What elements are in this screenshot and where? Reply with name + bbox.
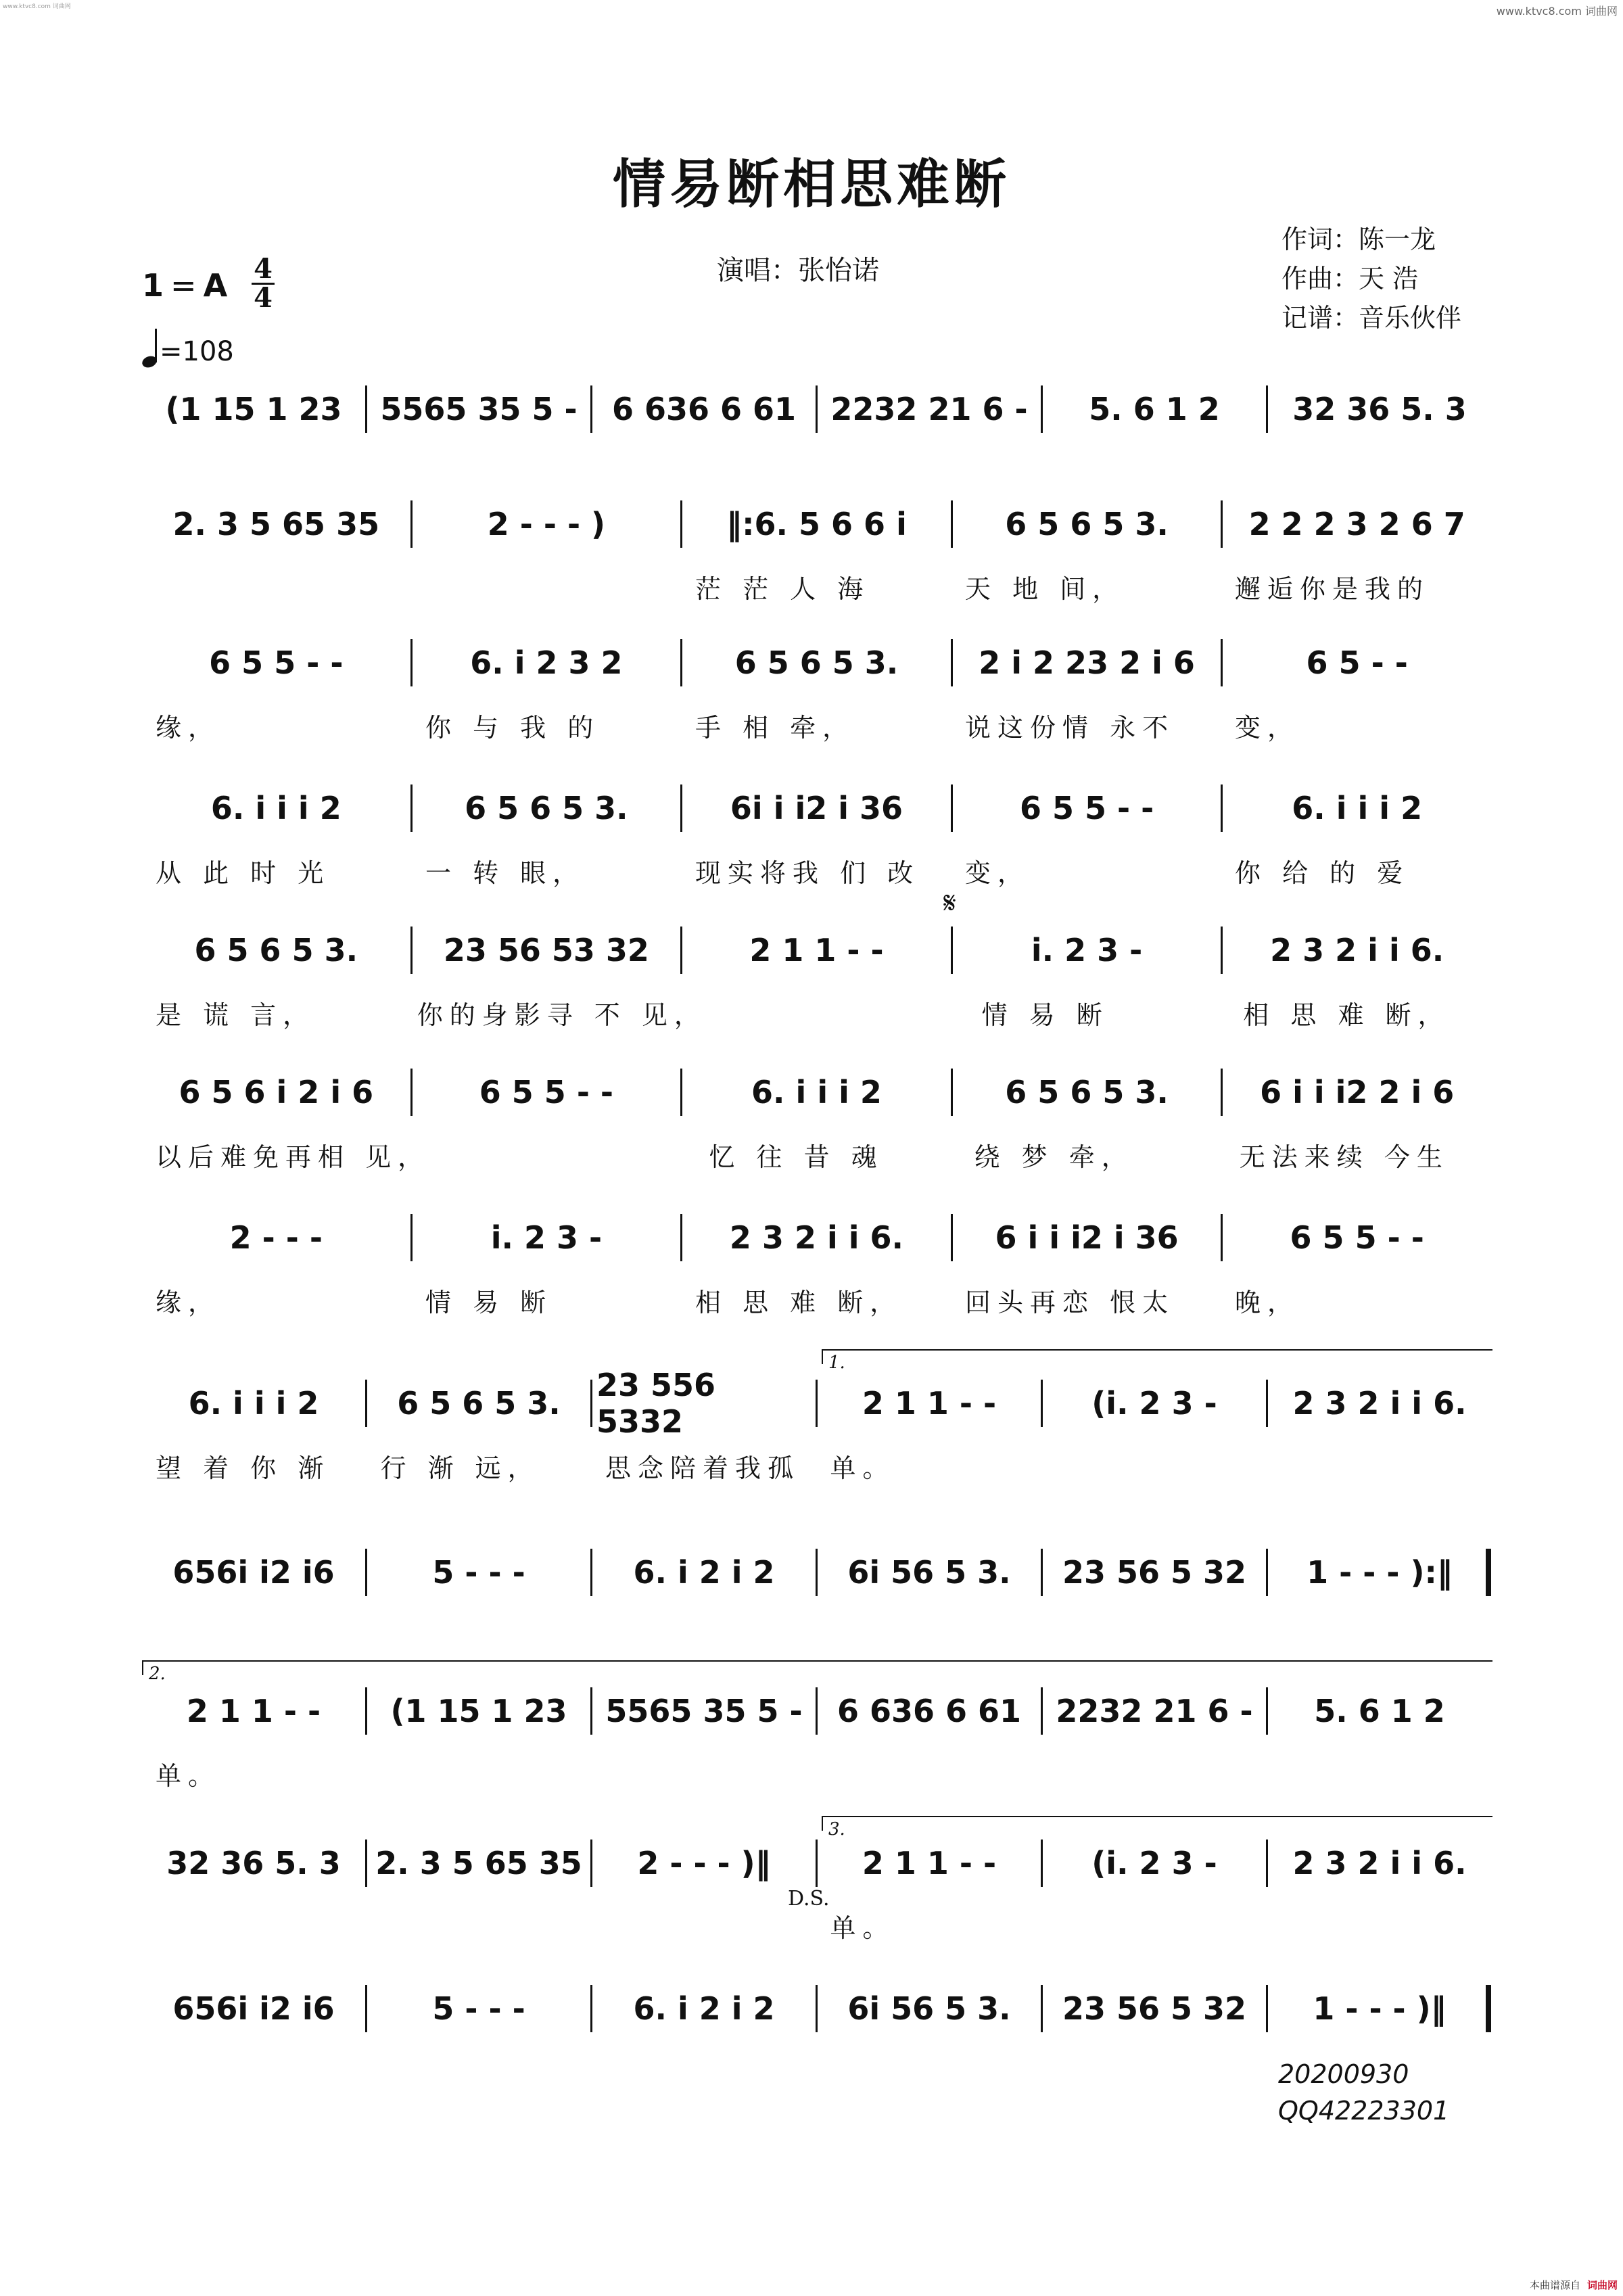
measure: 2 3 2 i i 6. (1270, 932, 1444, 968)
lyric-segment (1041, 1907, 1267, 1948)
ending-2-label: 2. (149, 1664, 166, 1684)
ending-1-bracket (822, 1349, 1492, 1364)
measure: 6 5 5 - - (413, 1069, 683, 1116)
notes-row (142, 639, 1491, 686)
lyric-segment: 变， (965, 858, 1031, 888)
lyric-segment: 忆 往 昔 魂 (709, 1142, 884, 1172)
lyric-segment (1267, 1616, 1492, 1657)
measure: 23 56 5 32 (1043, 1549, 1268, 1596)
notes-row (142, 385, 1491, 433)
lyric-segment: 天 地 间， (965, 574, 1125, 604)
key-signature (142, 267, 227, 304)
lyric-segment (592, 2053, 817, 2093)
measure: 23 56 5 32 (1043, 1985, 1268, 2032)
measure: 6 i i i2 i 36 (953, 1214, 1223, 1261)
measure: 6 636 6 61 (592, 385, 818, 433)
score-system (142, 1687, 1491, 1816)
lyric-segment (1267, 1755, 1492, 1796)
notes-row (142, 784, 1491, 832)
lyric-segment: 单。 (156, 1761, 221, 1791)
measure: 23 56 53 32 (413, 927, 683, 974)
lyric-segment: 缘， (156, 1288, 221, 1317)
measure: 6 5 5 - - (142, 639, 413, 686)
measure: 5 - - - (367, 1985, 592, 2032)
corner-watermark-right: www.ktvc8.com 词曲网 (1496, 5, 1618, 18)
notes-row (142, 1214, 1491, 1261)
measure: 5565 35 5 - (592, 1687, 818, 1735)
measure: (i. 2 3 - (1043, 1380, 1268, 1427)
measure: 6. i i i 2 (682, 1069, 953, 1116)
lyric-segment: 回头再恋 恨太 (965, 1288, 1175, 1317)
quarter-note-icon (142, 328, 157, 367)
lyric-segment (1041, 1447, 1267, 1488)
composer-credit: 作曲：天 浩 (1281, 264, 1419, 294)
measure: 5. 6 1 2 (1314, 1693, 1445, 1729)
footer-date: 20200930 (1278, 2059, 1409, 2089)
score-system (142, 639, 1491, 768)
footer-qq: QQ42223301 (1278, 2096, 1450, 2126)
lyric-segment (817, 2053, 1042, 2093)
song-title: 情易断相思难断 (612, 154, 1010, 215)
lyric-segment: 缘， (156, 713, 221, 743)
lyrics-row (142, 453, 1491, 494)
lyric-segment: 单。 (830, 1453, 895, 1483)
measure: 6 636 6 61 (818, 1687, 1043, 1735)
measure: 2 2 2 3 2 6 7 (1248, 506, 1465, 542)
footer-info (1278, 2056, 1449, 2129)
meter-top: 4 (254, 253, 273, 285)
score-system (142, 927, 1491, 1055)
measure: 6. i i i 2 (142, 1380, 367, 1427)
score-system (142, 1069, 1491, 1197)
lyric-segment: 你 与 我 的 (425, 713, 601, 743)
notes-row (142, 1069, 1491, 1116)
lyric-segment: 邂逅你是我的 (1235, 574, 1430, 604)
measure: 2 1 1 - - (682, 927, 953, 974)
lyrics-row (142, 707, 1491, 747)
measure: 6 5 6 5 3. (682, 639, 953, 686)
lyric-segment (367, 1907, 592, 1948)
measure: 6 5 6 5 3. (953, 1069, 1223, 1116)
meter-bottom: 4 (254, 282, 273, 314)
measure: 6 5 6 5 3. (142, 927, 413, 974)
notes-row (142, 927, 1491, 974)
score-system (142, 385, 1491, 514)
measure: 2. 3 5 65 35 (142, 500, 413, 548)
measure: 6. i 2 i 2 (592, 1985, 818, 2032)
measure: 6 5 5 - - (1290, 1219, 1424, 1256)
lyrics-row (142, 1907, 1491, 1948)
lyric-segment (142, 2053, 367, 2093)
measure: 6 5 6 5 3. (413, 784, 683, 832)
lyric-segment: 变， (1235, 713, 1300, 743)
lyrics-row (142, 568, 1491, 609)
lyric-segment: 相 思 难 断， (1243, 1000, 1451, 1030)
notes-row (142, 1840, 1491, 1887)
measure: 32 36 5. 3 (1292, 391, 1467, 427)
lyricist-credit: 作词：陈一龙 (1281, 225, 1436, 254)
corner-watermark-left: www.ktvc8.com 词曲网 (3, 3, 71, 10)
lyric-segment (367, 1616, 592, 1657)
measure: (i. 2 3 - (1043, 1840, 1268, 1887)
measure: 2 3 2 i i 6. (682, 1214, 953, 1261)
ending-1-label: 1. (828, 1353, 845, 1373)
lyric-segment: 是 谎 言， (156, 1000, 316, 1030)
lyric-segment (707, 994, 968, 1035)
lyric-segment (592, 453, 817, 494)
measure: 6i i i2 i 36 (682, 784, 953, 832)
lyric-segment: 思念陪着我孤 (605, 1453, 801, 1483)
measure: 32 36 5. 3 (142, 1840, 367, 1887)
lyric-segment (1041, 1755, 1267, 1796)
lyrics-row (142, 994, 1491, 1035)
lyric-segment (142, 1907, 367, 1948)
lyric-segment: 情 易 断 (981, 1000, 1109, 1030)
measure: 6 i i i2 2 i 6 (1260, 1074, 1455, 1110)
measure: 2 3 2 i i 6. (1292, 1845, 1467, 1881)
credits-block (1281, 220, 1461, 337)
measure: 6. i 2 3 2 (413, 639, 683, 686)
lyric-segment (817, 453, 1042, 494)
measure: 2 3 2 i i 6. (1292, 1385, 1467, 1422)
key-note: A (203, 267, 228, 304)
repeat-end-bar (1486, 1549, 1491, 1596)
measure: 6i 56 5 3. (818, 1985, 1043, 2032)
lyrics-row (142, 1136, 1491, 1177)
score-system (142, 1367, 1491, 1508)
lyric-segment (1041, 1616, 1267, 1657)
measure: 6. i i i 2 (1292, 790, 1423, 826)
measure: 2232 21 6 - (818, 385, 1043, 433)
measure: 6 5 6 5 3. (367, 1380, 592, 1427)
lyric-segment (430, 1136, 695, 1177)
lyric-segment (817, 1755, 1042, 1796)
measure: 2232 21 6 - (1043, 1687, 1268, 1735)
measure: 2 1 1 - - (818, 1840, 1043, 1887)
lyric-segment: 相 思 难 断， (695, 1288, 903, 1317)
measure: i. 2 3 - (953, 927, 1223, 974)
lyric-segment: 手 相 牵， (695, 713, 855, 743)
ending-3-bracket (822, 1816, 1492, 1831)
notes-row (142, 500, 1491, 548)
lyrics-row (142, 1282, 1491, 1322)
lyric-segment (142, 1616, 367, 1657)
lyric-segment (142, 453, 367, 494)
segno-icon: 𝄋 (943, 886, 956, 920)
lyric-segment (1041, 2053, 1267, 2093)
measure: 2 - - - (142, 1214, 413, 1261)
lyric-segment: 你的身影寻 不 见， (417, 1000, 707, 1030)
lyric-segment: 一 转 眼， (425, 858, 586, 888)
score-system (142, 500, 1491, 629)
lyric-segment (367, 2053, 592, 2093)
measure: (1 15 1 23 (142, 385, 367, 433)
lyrics-row (142, 1616, 1491, 1657)
measure: 2 - - - )‖ (592, 1840, 818, 1887)
lyric-segment: 绕 梦 牵， (974, 1142, 1134, 1172)
lyric-segment (142, 568, 412, 609)
lyric-segment: 情 易 断 (425, 1288, 553, 1317)
lyric-segment: 望 着 你 渐 (156, 1453, 331, 1483)
measure: 5565 35 5 - (367, 385, 592, 433)
lyrics-row (142, 1755, 1491, 1796)
measure: 2 - - - ) (413, 500, 683, 548)
lyric-segment (1267, 1447, 1492, 1488)
measure: (1 15 1 23 (367, 1687, 592, 1735)
notes-row (142, 1549, 1491, 1596)
measure: 656i i2 i6 (142, 1985, 367, 2032)
ending-2-bracket (142, 1660, 1492, 1675)
lyric-segment (1041, 453, 1267, 494)
measure: ‖:6. 5 6 6 i (682, 500, 953, 548)
measure: 6 5 6 i 2 i 6 (142, 1069, 413, 1116)
measure: 2. 3 5 65 35 (367, 1840, 592, 1887)
key-equals: = (170, 267, 197, 304)
final-bar (1486, 1985, 1491, 2032)
ending-3-label: 3. (828, 1819, 845, 1840)
lyric-segment: 晚， (1235, 1288, 1300, 1317)
score-system (142, 1549, 1491, 1677)
key-prefix: 1 (142, 267, 164, 304)
notes-row (142, 1687, 1491, 1735)
lyric-segment (1267, 1907, 1492, 1948)
measure: 1 - - - )‖ (1313, 1990, 1446, 2027)
source-text: 本曲谱源自 (1529, 2279, 1580, 2291)
source-badge (1530, 2278, 1618, 2292)
lyric-segment (367, 1755, 592, 1796)
measure: 6 5 5 - - (953, 784, 1223, 832)
lyric-segment (817, 1616, 1042, 1657)
lyric-segment (412, 568, 682, 609)
lyric-segment: 说这份情 永不 (965, 713, 1175, 743)
measure: 1 - - - ):‖ (1307, 1554, 1453, 1591)
score-system (142, 1214, 1491, 1342)
lyric-segment (592, 1755, 817, 1796)
tempo-value: =108 (160, 336, 234, 367)
measure: 656i i2 i6 (142, 1549, 367, 1596)
lyric-segment: 从 此 时 光 (156, 858, 331, 888)
lyric-segment (592, 1907, 817, 1948)
score-system (142, 784, 1491, 913)
measure: 2 1 1 - - (818, 1380, 1043, 1427)
singer-credit: 演唱：张怡诺 (717, 255, 879, 286)
time-signature (252, 253, 275, 314)
site-logo: 词曲网 (1586, 2279, 1618, 2291)
notes-row (142, 1985, 1491, 2032)
ds-marking: D.S. (788, 1887, 830, 1911)
lyric-segment: 你 给 的 爱 (1235, 858, 1410, 888)
lyric-segment: 现实将我 们 改 (695, 858, 920, 888)
measure: i. 2 3 - (413, 1214, 683, 1261)
measure: 6i 56 5 3. (818, 1549, 1043, 1596)
lyric-segment: 单。 (830, 1913, 895, 1943)
lyrics-row (142, 1447, 1491, 1488)
lyric-segment: 茫 茫 人 海 (695, 574, 870, 604)
lyric-segment (1267, 453, 1492, 494)
lyric-segment (592, 1616, 817, 1657)
measure: 6 5 6 5 3. (953, 500, 1223, 548)
lyric-segment: 以后难免再相 见， (156, 1142, 431, 1172)
lyrics-row (142, 852, 1491, 893)
measure: 23 556 5332 (592, 1380, 818, 1427)
transcriber-credit: 记谱：音乐伙伴 (1281, 303, 1462, 333)
lyric-segment: 行 渐 远， (380, 1453, 540, 1483)
tempo-marking (142, 328, 234, 367)
measure: 6 5 - - (1306, 645, 1408, 681)
measure: 2 i 2 23 2 i 6 (953, 639, 1223, 686)
measure: 6. i i i 2 (142, 784, 413, 832)
measure: 6. i 2 i 2 (592, 1549, 818, 1596)
notes-row (142, 1367, 1491, 1440)
lyric-segment (367, 453, 592, 494)
measure: 5. 6 1 2 (1043, 385, 1268, 433)
lyric-segment: 无法来续 今生 (1239, 1142, 1449, 1172)
measure: 5 - - - (367, 1549, 592, 1596)
measure: 2 1 1 - - (142, 1687, 367, 1735)
